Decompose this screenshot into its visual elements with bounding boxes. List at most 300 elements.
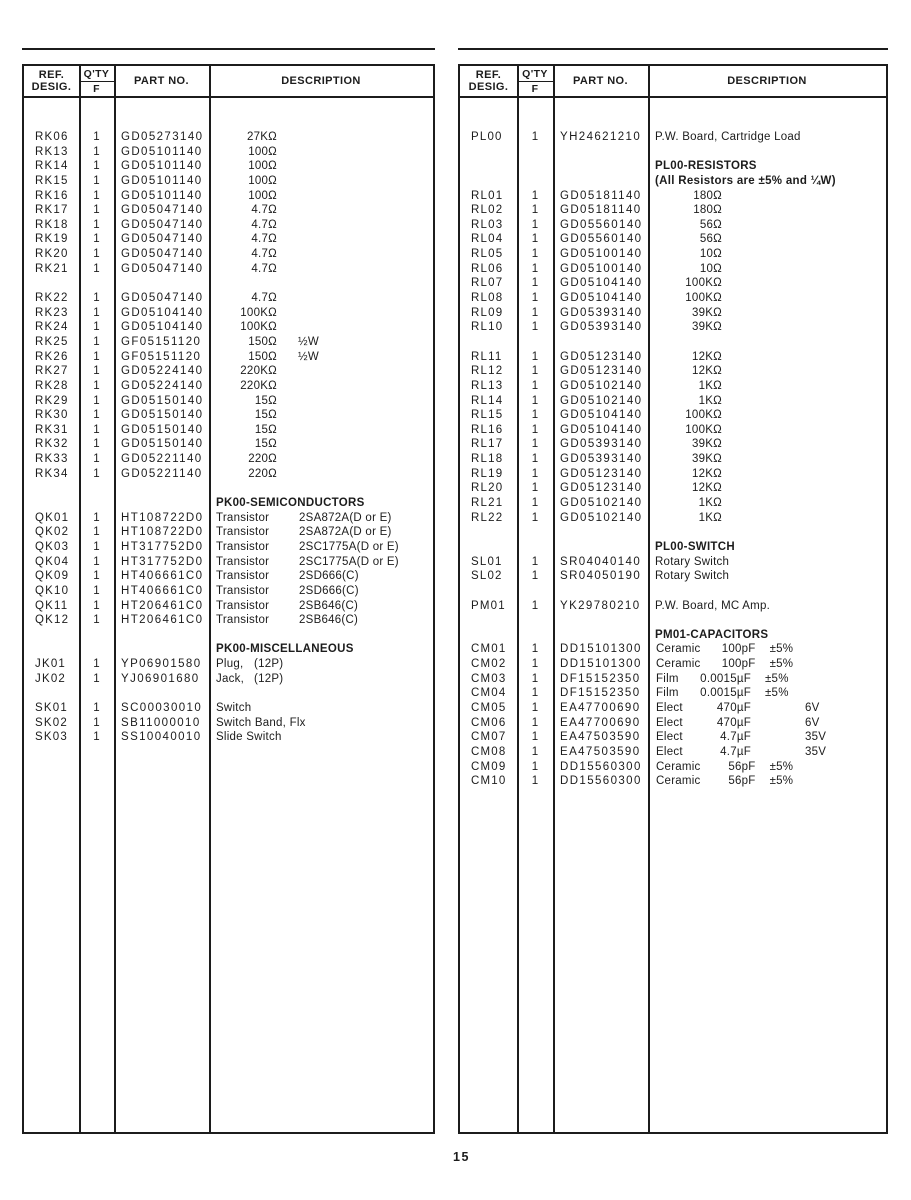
resistor-value: 56Ω — [699, 218, 722, 231]
table-row — [460, 481, 886, 496]
part-number: DD15560300 — [560, 775, 642, 788]
resistor-value: 4.7Ω — [251, 218, 277, 231]
quantity: 1 — [93, 731, 100, 744]
capacitor-value: 4.7µF — [720, 731, 751, 744]
ref-designator: RK30 — [35, 409, 69, 422]
part-number: GD05047140 — [121, 204, 204, 217]
section-heading-text: PL00-SWITCH — [655, 540, 735, 553]
parts-table-right — [458, 64, 888, 1134]
quantity: 1 — [531, 306, 539, 319]
description — [209, 642, 433, 657]
section-heading-row — [24, 642, 433, 657]
table-row — [24, 218, 433, 233]
ref-designator: RK34 — [35, 467, 69, 480]
quantity: 1 — [93, 233, 100, 246]
capacitor-type: Ceramic — [656, 643, 701, 656]
resistor-value: 100KΩ — [240, 321, 277, 334]
ref-designator: RL13 — [471, 379, 504, 392]
table-row — [24, 159, 433, 174]
voltage-rating — [796, 774, 810, 789]
description — [209, 218, 433, 233]
resistor-value: 1KΩ — [698, 379, 722, 392]
ref-designator: RK15 — [35, 174, 69, 187]
table-row — [460, 774, 886, 789]
part-number: HT317752D0 — [121, 540, 204, 553]
capacitor-value: 100pF — [721, 643, 756, 656]
table-row — [24, 613, 433, 628]
description-text: Slide Switch — [216, 731, 282, 744]
ref-designator: QK02 — [35, 526, 70, 539]
description — [209, 130, 433, 145]
table-row — [460, 672, 886, 687]
quantity: 1 — [531, 511, 539, 524]
part-number: GD05181140 — [560, 189, 642, 202]
ref-designator: RK19 — [35, 233, 69, 246]
table-row — [24, 716, 433, 731]
resistor-value: 220KΩ — [240, 365, 277, 378]
quantity: 1 — [531, 497, 539, 510]
voltage-rating: 35V — [805, 745, 827, 758]
component-value: 2SA872A(D or E) — [299, 511, 392, 524]
quantity: 1 — [531, 277, 539, 290]
resistor-value: 15Ω — [254, 438, 277, 451]
ref-designator: CM09 — [471, 760, 507, 773]
description — [648, 599, 886, 614]
quantity — [517, 159, 553, 174]
part-number: GD05393140 — [560, 321, 643, 334]
part-number: HT206461C0 — [121, 614, 204, 627]
part-number: GD05101140 — [121, 189, 203, 202]
quantity: 1 — [93, 350, 100, 363]
tolerance — [751, 730, 791, 745]
description — [648, 745, 886, 760]
quantity: 1 — [93, 555, 100, 568]
part-number: YP06901580 — [121, 658, 202, 671]
ref-header-line1: REF. — [475, 69, 502, 81]
description — [209, 525, 433, 540]
description-text: Switch — [216, 701, 252, 714]
description — [209, 408, 433, 423]
description — [648, 774, 886, 789]
table-row — [24, 262, 433, 277]
ref-designator: RK23 — [35, 306, 69, 319]
description — [209, 247, 433, 262]
quantity: 1 — [93, 131, 100, 143]
resistor-value: 4.7Ω — [251, 204, 277, 217]
quantity: 1 — [531, 731, 539, 744]
quantity: 1 — [93, 453, 100, 466]
part-number: GD05101140 — [121, 160, 203, 173]
component-type: Transistor — [216, 540, 270, 553]
resistor-value: 1KΩ — [698, 394, 722, 407]
part-number: GD05150140 — [121, 438, 204, 451]
ref-designator: QK01 — [35, 511, 70, 524]
quantity: 1 — [531, 467, 539, 480]
ref-designator: RL02 — [471, 204, 504, 217]
quantity: 1 — [93, 335, 100, 348]
ref-designator: CM06 — [471, 716, 507, 729]
description-text: P.W. Board, MC Amp. — [655, 599, 771, 612]
ref-designator: QK11 — [35, 599, 69, 612]
quantity: 1 — [93, 145, 100, 158]
capacitor-value: 56pF — [728, 775, 756, 788]
table-row — [24, 730, 433, 745]
tolerance: ±5% — [769, 760, 794, 773]
description — [648, 394, 886, 409]
part-number: GD05393140 — [560, 453, 643, 466]
section-heading-text: (All Resistors are ±5% and ¼W) — [655, 174, 836, 187]
table-row — [24, 423, 433, 438]
description — [648, 730, 886, 745]
description — [209, 555, 433, 570]
quantity: 1 — [531, 292, 539, 305]
part-number: GD05123140 — [560, 365, 643, 378]
part-number — [553, 159, 648, 174]
ref-desig-header — [24, 66, 79, 96]
tolerance — [751, 716, 791, 731]
table-row — [24, 701, 433, 716]
resistor-value: 12KΩ — [691, 350, 722, 363]
component-value: 2SC1775A(D or E) — [299, 555, 399, 568]
description — [648, 555, 886, 570]
ref-designator: PL00 — [471, 131, 503, 143]
voltage-rating — [796, 760, 810, 775]
table-row — [24, 599, 433, 614]
quantity: 1 — [93, 701, 100, 714]
table-row — [460, 569, 886, 584]
component-type: Transistor — [216, 570, 270, 583]
part-number: SR04050190 — [560, 570, 642, 583]
description — [209, 511, 433, 526]
part-number: GD05224140 — [121, 379, 204, 392]
part-number: HT108722D0 — [121, 511, 204, 524]
quantity: 1 — [531, 672, 539, 685]
part-number: GD05100140 — [560, 248, 643, 261]
part-number: EA47503590 — [560, 745, 641, 758]
description — [648, 247, 886, 262]
quantity: 1 — [531, 423, 539, 436]
part-number: GD05221140 — [121, 453, 203, 466]
quantity: 1 — [93, 321, 100, 334]
part-number: DD15101300 — [560, 643, 642, 656]
quantity: 1 — [531, 379, 539, 392]
description — [209, 540, 433, 555]
quantity — [517, 174, 553, 189]
quantity: 1 — [93, 599, 100, 612]
table-row — [460, 320, 886, 335]
ref-designator: RK18 — [35, 218, 69, 231]
resistor-value: 10Ω — [699, 248, 722, 261]
resistor-value: 12KΩ — [691, 482, 722, 495]
table-row — [24, 335, 433, 350]
part-number: HT406661C0 — [121, 584, 204, 597]
capacitor-type: Ceramic — [656, 775, 701, 788]
ref-designator: RL19 — [471, 467, 504, 480]
quantity: 1 — [531, 189, 539, 202]
quantity: 1 — [531, 482, 539, 495]
table-row — [24, 394, 433, 409]
quantity: 1 — [531, 131, 539, 143]
part-number: GD05393140 — [560, 438, 643, 451]
capacitor-type: Elect — [656, 731, 683, 744]
description — [209, 613, 433, 628]
ref-designator: RK26 — [35, 350, 69, 363]
quantity: 1 — [531, 394, 539, 407]
description — [648, 642, 886, 657]
table-row — [460, 379, 886, 394]
table-row — [24, 672, 433, 687]
capacitor-value: 470µF — [716, 716, 751, 729]
part-number: GD05393140 — [560, 306, 643, 319]
resistor-value: 150Ω — [248, 335, 277, 348]
ref-designator: RK31 — [35, 423, 69, 436]
description-text: P.W. Board, Cartridge Load — [655, 131, 801, 143]
capacitor-value: 0.0015µF — [700, 687, 751, 700]
resistor-value: 56Ω — [699, 233, 722, 246]
quantity: 1 — [93, 672, 100, 685]
part-number: DD15101300 — [560, 658, 642, 671]
ref-designator: RK17 — [35, 204, 69, 217]
quantity: 1 — [93, 204, 100, 217]
part-number: GD05150140 — [121, 394, 204, 407]
table-row — [24, 291, 433, 306]
spacer-row — [460, 335, 886, 350]
ref-designator: RK06 — [35, 131, 69, 143]
spacer-row — [460, 145, 886, 160]
description — [209, 335, 433, 350]
description — [209, 174, 433, 189]
resistor-value: 4.7Ω — [251, 262, 277, 275]
section-heading-row — [460, 540, 886, 555]
voltage-rating: 6V — [805, 716, 820, 729]
table-row — [460, 423, 886, 438]
ref-designator: RL01 — [471, 189, 504, 202]
table-body — [460, 98, 886, 1132]
component-value: (12P) — [254, 672, 284, 685]
part-number: GD05123140 — [560, 467, 643, 480]
quantity: 1 — [531, 204, 539, 217]
tolerance — [751, 701, 791, 716]
quantity: 1 — [93, 365, 100, 378]
ref-designator: RL08 — [471, 292, 504, 305]
description — [648, 423, 886, 438]
tolerance: ±5% — [765, 672, 789, 685]
description — [209, 716, 433, 731]
table-row — [24, 467, 433, 482]
part-number: EA47700690 — [560, 701, 641, 714]
ref-designator: CM01 — [471, 643, 507, 656]
description — [209, 657, 433, 672]
table-row — [24, 130, 433, 145]
part-number: GD05047140 — [121, 218, 204, 231]
table-row — [24, 232, 433, 247]
quantity: 1 — [93, 174, 100, 187]
table-row — [24, 657, 433, 672]
description — [209, 262, 433, 277]
capacitor-type: Film — [656, 687, 679, 700]
ref-designator: RL20 — [471, 482, 504, 495]
table-row — [24, 247, 433, 262]
capacitor-value: 0.0015µF — [700, 672, 751, 685]
table-row — [460, 276, 886, 291]
ref-designator — [24, 642, 79, 657]
part-number — [114, 496, 209, 511]
description — [648, 701, 886, 716]
qty-header-label: Q'TY — [79, 66, 114, 82]
description — [209, 584, 433, 599]
resistor-value: 39KΩ — [691, 306, 722, 319]
part-number: GD05047140 — [121, 292, 204, 305]
table-row — [460, 760, 886, 775]
ref-designator: SL02 — [471, 570, 503, 583]
quantity: 1 — [531, 248, 539, 261]
spacer-row — [460, 584, 886, 599]
description — [209, 203, 433, 218]
quantity: 1 — [531, 570, 539, 583]
ref-designator: RK33 — [35, 453, 69, 466]
component-value: 2SD666(C) — [299, 570, 359, 583]
resistor-value: 100Ω — [248, 145, 277, 158]
ref-designator: PM01 — [471, 599, 506, 612]
voltage-rating — [796, 642, 810, 657]
capacitor-type: Elect — [656, 745, 683, 758]
table-row — [24, 364, 433, 379]
table-row — [24, 511, 433, 526]
part-number — [553, 174, 648, 189]
description — [648, 159, 886, 174]
part-number: SS10040010 — [121, 731, 202, 744]
table-row — [460, 657, 886, 672]
quantity: 1 — [531, 218, 539, 231]
table-row — [460, 203, 886, 218]
resistor-value: 27KΩ — [246, 131, 277, 143]
ref-designator: CM08 — [471, 745, 507, 758]
quantity: 1 — [93, 614, 100, 627]
quantity: 1 — [93, 218, 100, 231]
table-row — [24, 408, 433, 423]
resistor-value: 100KΩ — [685, 409, 722, 422]
description — [648, 232, 886, 247]
table-row — [24, 203, 433, 218]
component-type: Transistor — [216, 511, 270, 524]
resistor-value: 150Ω — [248, 350, 277, 363]
table-row — [24, 350, 433, 365]
resistor-value: 1KΩ — [698, 511, 722, 524]
part-number: GD05123140 — [560, 350, 643, 363]
part-number: GD05102140 — [560, 379, 643, 392]
ref-designator: QK04 — [35, 555, 70, 568]
quantity: 1 — [93, 716, 100, 729]
table-row — [460, 364, 886, 379]
table-row — [24, 437, 433, 452]
resistor-value: 100Ω — [248, 174, 277, 187]
table-header — [460, 66, 886, 98]
part-no-header: PART NO. — [134, 75, 189, 87]
component-value: 2SB646(C) — [299, 599, 359, 612]
part-number: GF05151120 — [121, 335, 202, 348]
ref-designator: RL06 — [471, 262, 504, 275]
quantity: 1 — [531, 233, 539, 246]
table-row — [24, 379, 433, 394]
part-number: GD05224140 — [121, 365, 204, 378]
quantity: 1 — [93, 584, 100, 597]
ref-designator: JK01 — [35, 658, 67, 671]
ref-header-line1: REF. — [38, 69, 65, 81]
table-row — [460, 247, 886, 262]
description-text: Rotary Switch — [655, 570, 730, 583]
resistor-value: 15Ω — [254, 409, 277, 422]
table-row — [24, 306, 433, 321]
voltage-rating: 6V — [805, 701, 820, 714]
ref-header-line2: DESIG. — [468, 80, 509, 93]
ref-desig-header — [460, 66, 517, 96]
quantity: 1 — [531, 643, 539, 656]
quantity: 1 — [531, 760, 539, 773]
table-row — [460, 437, 886, 452]
quantity — [79, 642, 114, 657]
part-number: YJ06901680 — [121, 672, 200, 685]
ref-designator: JK02 — [35, 672, 67, 685]
component-type: Transistor — [216, 584, 270, 597]
quantity: 1 — [531, 687, 539, 700]
quantity: 1 — [93, 526, 100, 539]
resistor-value: 100KΩ — [685, 277, 722, 290]
resistor-value: 180Ω — [693, 204, 722, 217]
top-rule-left — [22, 48, 435, 50]
description — [648, 306, 886, 321]
tolerance: ±5% — [769, 658, 794, 671]
table-row — [460, 452, 886, 467]
ref-designator: QK09 — [35, 570, 70, 583]
table-row — [460, 686, 886, 701]
section-heading-text: PL00-RESISTORS — [655, 160, 757, 173]
description — [209, 467, 433, 482]
ref-designator: RL22 — [471, 511, 504, 524]
description — [648, 540, 886, 555]
resistor-value: 100Ω — [248, 160, 277, 173]
table-row — [460, 218, 886, 233]
ref-designator: SK02 — [35, 716, 68, 729]
table-row — [24, 569, 433, 584]
ref-designator: RL17 — [471, 438, 504, 451]
ref-designator: QK10 — [35, 584, 70, 597]
part-number: GF05151120 — [121, 350, 202, 363]
description — [648, 496, 886, 511]
quantity — [517, 628, 553, 643]
quantity: 1 — [93, 511, 100, 524]
ref-header-line2: DESIG. — [31, 80, 72, 93]
description — [648, 686, 886, 701]
description — [209, 145, 433, 160]
ref-designator: CM10 — [471, 775, 507, 788]
part-number — [553, 540, 648, 555]
resistor-value: 15Ω — [254, 394, 277, 407]
description — [648, 276, 886, 291]
description — [209, 730, 433, 745]
part-number: EA47503590 — [560, 731, 641, 744]
table-row — [460, 130, 886, 145]
resistor-value: 15Ω — [254, 423, 277, 436]
table-row — [24, 584, 433, 599]
table-row — [460, 642, 886, 657]
part-number: GD05123140 — [560, 482, 643, 495]
description — [648, 379, 886, 394]
table-body — [24, 98, 433, 1132]
ref-designator: SL01 — [471, 555, 503, 568]
resistor-value: 100KΩ — [240, 306, 277, 319]
description — [648, 437, 886, 452]
part-number: HT317752D0 — [121, 555, 204, 568]
